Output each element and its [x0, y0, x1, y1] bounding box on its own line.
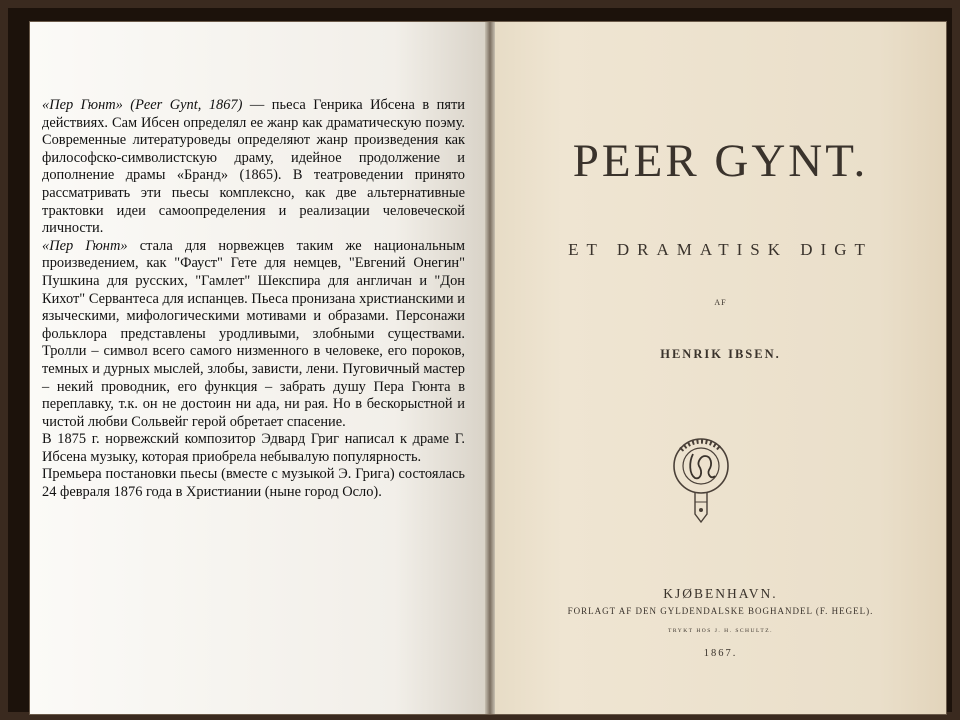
- title-page: [495, 22, 946, 714]
- publisher-line: FORLAGT AF DEN GYLDENDALSKE BOGHANDEL (F. HEGEL).: [567, 606, 874, 616]
- book-title: PEER GYNT.: [572, 135, 869, 187]
- paragraph-1-body: — пьеса Генрика Ибсена в пяти действиях. Сам Ибсен определял ее жанр как драматическую поэму. Современные литературоведы определяют жанр произведения как философско-символистскую драму, идейное продолжение и дополнение драмы «Бранд» (1865). В театроведении принято рассматривать эти пьесы комплексно, как две альтернативные трактовки идеи самоопределения и реализации человеческой личности.: [42, 97, 465, 237]
- left-page: [30, 22, 486, 714]
- open-book: [30, 22, 946, 714]
- book-subtitle: ET DRAMATISK DIGT: [568, 240, 873, 259]
- play-title-italic: «Пер Гюнт» (Peer Gynt, 1867): [42, 97, 243, 113]
- paragraph-2-body: стала для норвежцев таким же национальным произведением, как "Фауст" Гете для немцев, "Евгений Онегин" Пушкина для русских, "Гамлет" Шекспира для англичан и "Дон Кихот" Сервантеса для испанцев. Пьеса пронизана христианскими и языческими, мифологическими мотивами и образами. Персонажи фольклора представлены уродливыми, злобными существами. Тролли – символ всего самого низменного в человеке, его пороков, темных и дурных мыслей, злобы, зависти, лени. Пуговичный мастер – некий проводник, его функция – забрать душу Пера Гюнта в переплавку, т.к. он не достоин ни ада, ни рая. Но в бескорыстной и чистой любви Сольвейг герой обретает спасение.: [42, 237, 465, 430]
- book-author: HENRIK IBSEN.: [660, 347, 781, 361]
- paragraph-4: Премьера постановки пьесы (вместе с музыкой Э. Грига) состоялась 24 февраля 1876 года в Христиании (ныне город Осло).: [42, 466, 465, 501]
- publication-city: KJØBENHAVN.: [663, 586, 778, 601]
- paragraph-3: В 1875 г. норвежский композитор Эдвард Григ написал к драме Г. Ибсена музыку, которая приобрела небывалую популярность.: [42, 431, 465, 465]
- slide-frame: [8, 8, 952, 712]
- by-label: AF: [714, 298, 727, 307]
- printer-line: TRYKT HOS J. H. SCHULTZ.: [668, 628, 773, 634]
- paragraph-2: [42, 238, 465, 432]
- description-text: [42, 97, 465, 502]
- paragraph-1: [42, 97, 465, 238]
- book-spine: [485, 22, 495, 714]
- play-title-italic-2: «Пер Гюнт»: [42, 237, 128, 254]
- publication-year: 1867.: [703, 648, 738, 659]
- publisher-monogram-emblem-icon: [667, 422, 735, 528]
